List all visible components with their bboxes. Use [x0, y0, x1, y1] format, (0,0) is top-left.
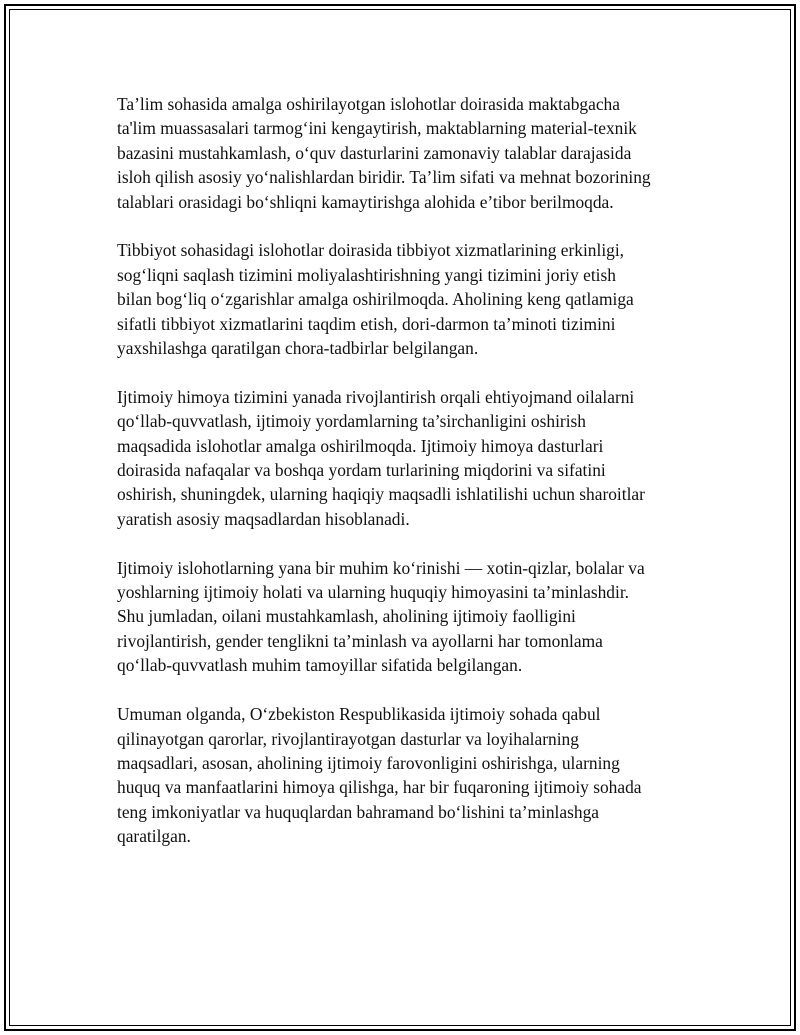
text-line: oshirish, shuningdek, ularning haqiqiy maqsadli ishlatilishi uchun sharoitlar [117, 484, 645, 505]
text-line: Umuman olganda, O‘zbekiston Respublikasida ijtimoiy sohada qabul [117, 704, 601, 725]
text-line: isloh qilish asosiy yo‘nalishlardan biridir. Ta’lim sifati va mehnat bozorining [117, 167, 651, 188]
text-line: Ta’lim sohasida amalga oshirilayotgan islohotlar doirasida maktabgacha [117, 94, 620, 114]
text-line: ta'lim muassasalari tarmog‘ini kengaytirish, maktablarning material-texnik [117, 118, 637, 139]
text-line: bazasini mustahkamlash, o‘quv dasturlarini zamonaviy talablar darajasida [117, 142, 632, 163]
text-line: yoshlarning ijtimoiy holati va ularning huquqiy himoyasini ta’minlashdir. [117, 582, 630, 603]
paragraph-women-youth [117, 556, 707, 678]
text-line: talablari orasidagi bo‘shliqni kamaytirishga alohida e’tibor berilmoqda. [117, 191, 614, 212]
text-line: Ijtimoiy himoya tizimini yanada rivojlantirish orqali ehtiyojmand oilalarni [117, 386, 635, 407]
paragraph-education [117, 92, 707, 214]
text-line: rivojlantirish, gender tenglikni ta’minlash va ayollarni har tomonlama [117, 630, 603, 651]
text-line: Ijtimoiy islohotlarning yana bir muhim ko‘rinishi — xotin-qizlar, bolalar va [117, 557, 645, 578]
text-line: qo‘llab-quvvatlash, ijtimoiy yordamlarning ta’sirchanligini oshirish [117, 411, 586, 432]
text-line: Shu jumladan, oilani mustahkamlash, aholining ijtimoiy faolligini [117, 606, 576, 627]
text-line: yaxshilashga qaratilgan chora-tadbirlar belgilangan. [117, 338, 479, 359]
text-line: qo‘llab-quvvatlash muhim tamoyillar sifatida belgilangan. [117, 655, 523, 676]
text-line: qaratilgan. [117, 826, 191, 847]
paragraph-conclusion [117, 702, 707, 848]
text-line: maqsadlari, asosan, aholining ijtimoiy farovonligini oshirishga, ularning [117, 752, 620, 773]
text-line: maqsadida islohotlar amalga oshirilmoqda. Ijtimoiy himoya dasturlari [117, 435, 604, 456]
text-line: teng imkoniyatlar va huquqlardan bahramand bo‘lishini ta’minlashga [117, 801, 599, 822]
text-line: qilinayotgan qarorlar, rivojlantirayotgan dasturlar va loyihalarning [117, 728, 579, 749]
text-line: huquq va manfaatlarini himoya qilishga, har bir fuqaroning ijtimoiy sohada [117, 777, 642, 798]
paragraph-social-protection [117, 385, 707, 531]
text-line: sog‘liqni saqlash tizimini moliyalashtirishning yangi tizimini joriy etish [117, 264, 616, 285]
text-line: sifatli tibbiyot xizmatlarini taqdim etish, dori-darmon ta’minoti tizimini [117, 313, 616, 334]
text-line: Tibbiyot sohasidagi islohotlar doirasida tibbiyot xizmatlarining erkinligi, [117, 240, 625, 261]
document-body [117, 92, 707, 873]
text-line: yaratish asosiy maqsadlardan hisoblanadi. [117, 508, 410, 529]
text-line: doirasida nafaqalar va boshqa yordam turlarining miqdorini va sifatini [117, 460, 606, 481]
paragraph-healthcare [117, 238, 707, 360]
text-line: bilan bog‘liq o‘zgarishlar amalga oshirilmoqda. Aholining keng qatlamiga [117, 289, 634, 310]
